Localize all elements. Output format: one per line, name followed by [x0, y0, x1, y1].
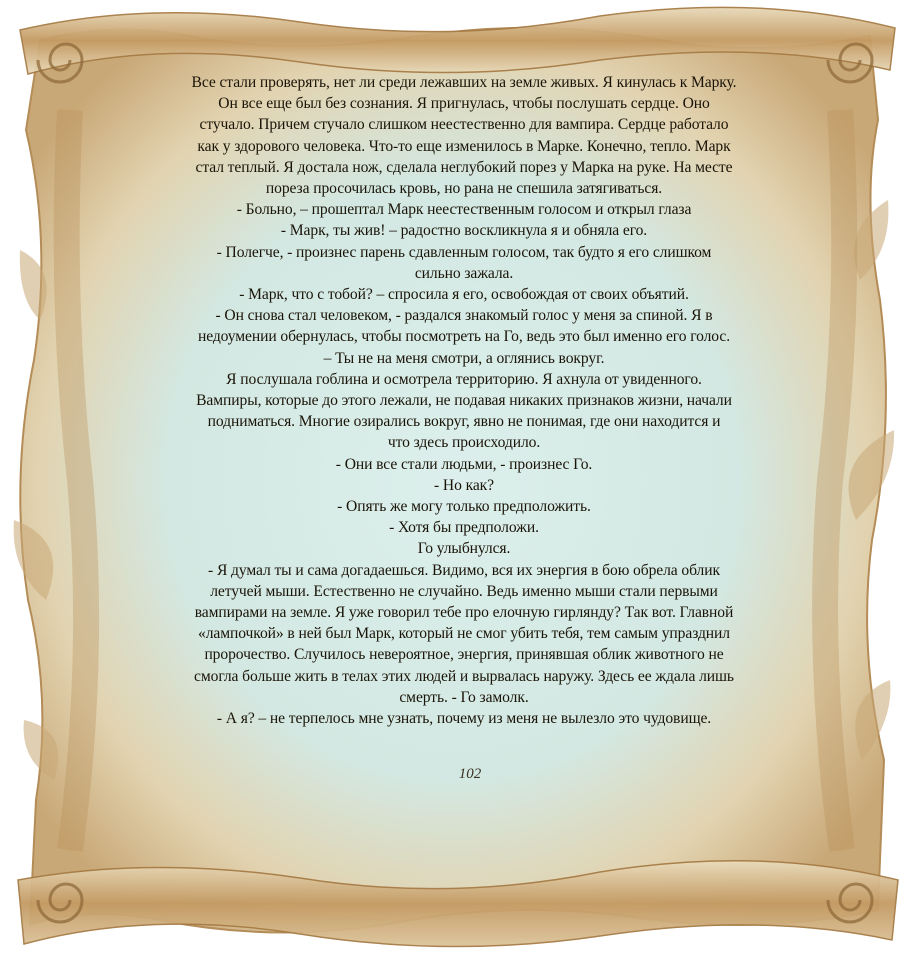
text-line: – Ты не на меня смотри, а оглянись вокруг. [323, 349, 605, 367]
text-line: подниматься. Многие озирались вокруг, явно не понимая, где они находится и [207, 413, 721, 431]
text-line: Го улыбнулся. [417, 540, 511, 558]
text-line: как у здорового человека. Что-то еще изменилось в Марке. Конечно, тепло. Марк [197, 137, 731, 155]
text-line: - Но как? [434, 476, 494, 494]
text-line: - Он снова стал человеком, - раздался знакомый голос у меня за спиной. Я в [215, 307, 713, 325]
text-line: вампирами на земле. Я уже говорил тебе про елочную гирлянду? Так вот. Главной [194, 604, 734, 622]
text-line: - Больно, – прошептал Марк неестественным голосом и открыл глаза [236, 201, 692, 219]
text-line: «лампочкой» в ней был Марк, который не смог убить тебя, тем самым упразднил [198, 625, 730, 643]
text-line: - Опять же могу только предположить. [337, 498, 591, 516]
text-line: - Марк, что с тобой? – спросила я его, освобождая от своих объятий. [239, 286, 689, 304]
text-line: смогла больше жить в телах этих людей и вырвалась наружу. Здесь ее ждала лишь [194, 667, 734, 685]
page-number: 102 [458, 766, 482, 782]
text-line: стучало. Причем стучало слишком неестественно для вампира. Сердце работало [199, 116, 729, 134]
text-line: недоумении обернулась, чтобы посмотреть на Го, ведь это был именно его голос. [197, 328, 730, 346]
story-text [150, 72, 778, 729]
text-line: сильно зажала. [414, 264, 514, 282]
text-line: стал теплый. Я достала нож, сделала неглубокий порез у Марка на руке. На месте [195, 158, 733, 176]
text-line: Все стали проверять, нет ли среди лежавших на земле живых. Я кинулась к Марку. [191, 74, 737, 91]
text-line: летучей мыши. Естественно не случайно. Ведь именно мыши стали первыми [210, 582, 718, 600]
text-line: Он все еще был без сознания. Я пригнулась, чтобы послушать сердце. Оно [218, 95, 710, 113]
text-line: смерть. - Го замолк. [399, 688, 529, 706]
text-line: пореза просочилась кровь, но рана не спешила затягиваться. [265, 180, 663, 198]
text-line: Вампиры, которые до этого лежали, не подавая никаких признаков жизни, начали [196, 392, 732, 410]
text-line: Я послушала гоблина и осмотрела территорию. Я ахнула от увиденного. [226, 370, 702, 388]
text-line: - Я думал ты и сама догадаешься. Видимо, вся их энергия в бою обрела облик [208, 561, 720, 579]
text-line: - Они все стали людьми, - произнес Го. [335, 455, 593, 473]
text-line: - Полегче, - произнес парень сдавленным голосом, так будто я его слишком [216, 243, 712, 261]
text-line: пророчество. Случилось невероятное, энергия, принявшая облик животного не [204, 646, 724, 664]
text-line: - Хотя бы предположи. [389, 519, 539, 537]
text-line: что здесь происходило. [387, 434, 541, 452]
text-line: - А я? – не терпелось мне узнать, почему из меня не вылезло это чудовище. [216, 710, 712, 728]
text-line: - Марк, ты жив! – радостно воскликнула я и обняла его. [280, 222, 648, 240]
